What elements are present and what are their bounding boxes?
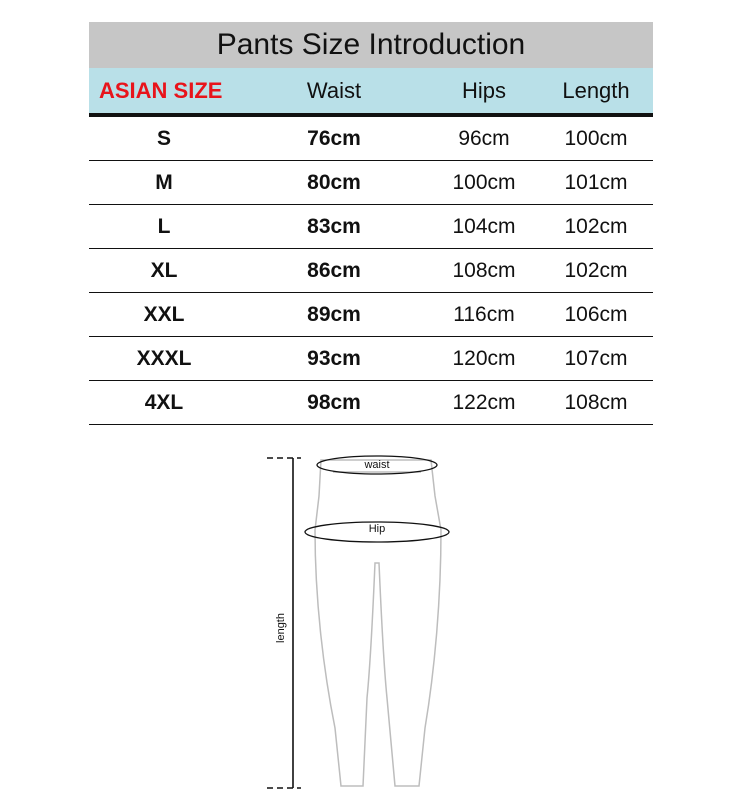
- cell-waist: 76cm: [307, 126, 361, 150]
- cell-size: XXL: [143, 302, 185, 326]
- cell-hips: 96cm: [458, 126, 510, 150]
- cell-hips: 108cm: [452, 258, 516, 282]
- cell-waist: 93cm: [307, 346, 361, 370]
- table-row: [89, 161, 653, 205]
- table-header-row: [89, 68, 653, 117]
- pants-measurement-diagram: [255, 448, 475, 798]
- cell-waist: 89cm: [307, 302, 361, 326]
- cell-waist: 98cm: [307, 390, 361, 414]
- table-row: [89, 293, 653, 337]
- table-title: Pants Size Introduction: [89, 22, 653, 68]
- cell-hips: 104cm: [452, 214, 516, 238]
- cell-size: XXXL: [136, 346, 192, 370]
- size-table: [89, 22, 653, 425]
- header-asian-size: ASIAN SIZE: [99, 77, 223, 103]
- cell-hips: 122cm: [452, 390, 516, 414]
- header-length: Length: [562, 77, 630, 103]
- hip-label: Hip: [368, 523, 386, 535]
- table-row: [89, 337, 653, 381]
- cell-length: 108cm: [564, 390, 628, 414]
- table-row: [89, 249, 653, 293]
- cell-length: 100cm: [564, 126, 628, 150]
- cell-waist: 80cm: [307, 170, 361, 194]
- cell-length: 107cm: [564, 346, 628, 370]
- waist-label: waist: [364, 459, 390, 471]
- cell-hips: 100cm: [452, 170, 516, 194]
- table-row: [89, 117, 653, 161]
- cell-size: L: [157, 214, 171, 238]
- length-label: length: [275, 613, 287, 643]
- cell-size: XL: [150, 258, 178, 282]
- cell-hips: 116cm: [453, 302, 515, 326]
- cell-size: 4XL: [144, 390, 184, 414]
- header-hips: Hips: [461, 77, 506, 103]
- cell-length: 101cm: [564, 170, 628, 194]
- header-waist: Waist: [306, 77, 362, 103]
- cell-length: 102cm: [564, 214, 628, 238]
- pants-outline-icon: [255, 448, 475, 798]
- cell-waist: 86cm: [307, 258, 361, 282]
- cell-length: 102cm: [564, 258, 628, 282]
- cell-hips: 120cm: [452, 346, 516, 370]
- cell-length: 106cm: [564, 302, 628, 326]
- pants-outline: [315, 460, 441, 786]
- cell-waist: 83cm: [307, 214, 361, 238]
- cell-size: S: [156, 126, 171, 150]
- table-row: [89, 381, 653, 425]
- cell-size: M: [155, 170, 173, 194]
- table-row: [89, 205, 653, 249]
